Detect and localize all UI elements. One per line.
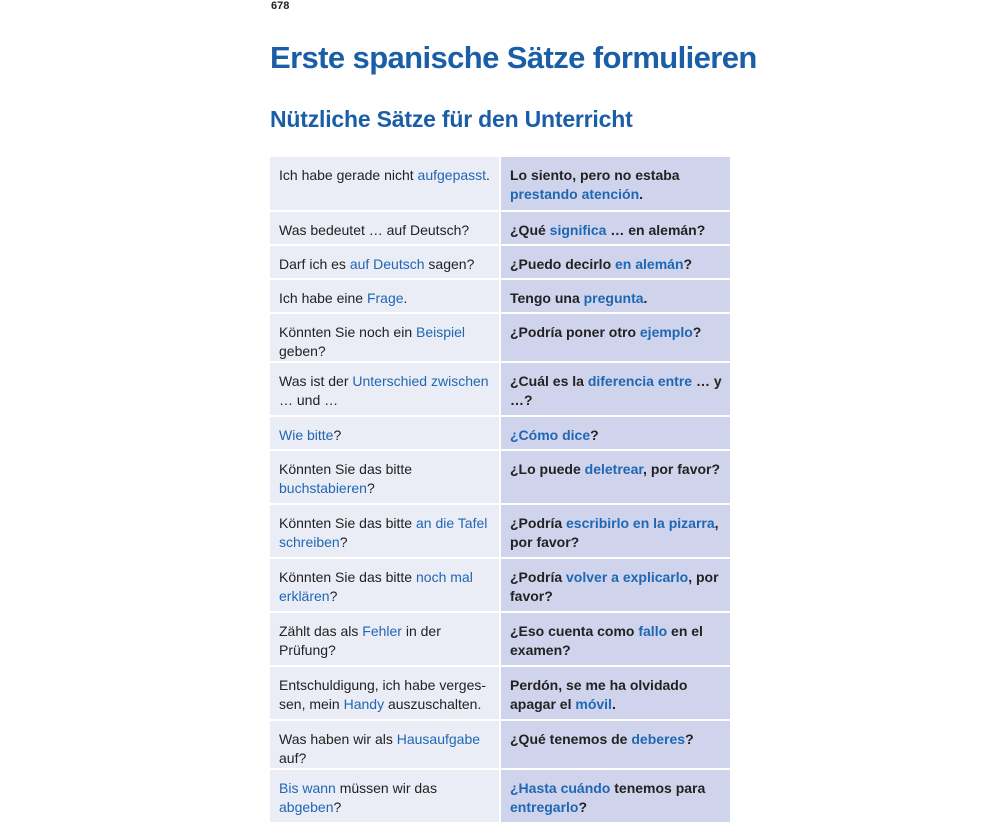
phrase-segment: Zählt das als [279,623,363,639]
phrase-segment: , por favor? [510,569,719,604]
phrase-segment: . [486,167,490,183]
highlighted-term: fallo [638,623,668,639]
german-phrase-cell [270,450,500,504]
phrase-segment: Ich habe gerade nicht [279,167,418,183]
phrase-row [270,504,730,558]
phrase-segment: ¿Eso cuenta como [510,623,639,639]
german-phrase-text [279,363,493,410]
spanish-phrase-text [510,314,724,342]
phrase-segment: ? [339,534,348,550]
phrase-table-body [270,157,730,823]
spanish-phrase-text [510,212,724,240]
german-phrase-text [279,417,493,445]
phrase-row [270,558,730,612]
highlighted-term: deberes [631,731,686,747]
phrase-segment: Was haben wir als [279,731,397,747]
phrase-row [270,211,730,245]
phrase-segment: Könnten Sie noch ein [279,324,416,340]
phrase-row [270,279,730,313]
phrase-segment: Was ist der [279,373,353,389]
highlighted-term: aufgepasst [417,167,487,183]
german-phrase-cell [270,558,500,612]
phrase-segment: ? [329,588,338,604]
highlighted-term: ejemplo [639,324,693,340]
spanish-phrase-cell [500,612,730,666]
highlighted-term: buchstabieren [279,480,367,496]
phrase-segment: … en alemán? [606,222,706,238]
phrase-segment: ? [333,799,342,815]
phrase-segment: … y …? [510,373,722,408]
highlighted-term: Frage [366,290,404,306]
german-phrase-text [279,613,493,660]
highlighted-term: abgeben [279,799,334,815]
phrase-segment: Tengo una [510,290,584,306]
german-phrase-cell [270,157,500,211]
highlighted-term: Unterschied zwischen [352,373,489,389]
phrase-segment: … und … [279,392,339,408]
german-phrase-cell [270,416,500,450]
spanish-phrase-cell [500,666,730,720]
phrase-row [270,245,730,279]
spanish-phrase-text [510,505,724,552]
phrase-segment: ? [578,799,588,815]
spanish-phrase-text [510,451,724,479]
spanish-phrase-text [510,246,724,274]
german-phrase-text [279,451,493,498]
phrase-segment: ¿Cuál es la [510,373,588,389]
phrase-segment: ¿Podría [510,569,567,585]
german-phrase-cell [270,313,500,362]
german-phrase-cell [270,769,500,823]
highlighted-term: Bis wann [279,780,336,796]
phrase-segment: ¿Podría poner otro [510,324,640,340]
phrase-segment: Könnten Sie das bitte [279,461,413,477]
phrase-segment: tenemos para [610,780,706,796]
highlighted-term: pregunta [583,290,644,306]
spanish-phrase-cell [500,362,730,416]
german-phrase-cell [270,666,500,720]
highlighted-term: en alemán [615,256,684,272]
highlighted-term: Wie bitte [279,427,334,443]
phrase-row [270,362,730,416]
german-phrase-cell [270,504,500,558]
highlighted-term: Handy [343,696,385,712]
spanish-phrase-text [510,280,724,308]
highlighted-term: escribirlo en la pizarra [566,515,715,531]
german-phrase-cell [270,612,500,666]
phrase-segment: Ich habe eine [279,290,367,306]
spanish-phrase-cell [500,279,730,313]
german-phrase-text [279,246,493,274]
german-phrase-cell [270,211,500,245]
phrase-segment: geben? [279,343,326,359]
phrase-segment: müssen wir das [335,780,437,796]
phrase-segment: Perdón, se me ha olvidado apagar el [510,677,688,712]
phrase-segment: Lo siento, pero no estaba [510,167,680,183]
phrase-segment: auszuschalten. [384,696,482,712]
spanish-phrase-text [510,559,724,606]
phrase-segment: Darf ich es [279,256,350,272]
german-phrase-text [279,770,493,817]
highlighted-term: volver a explicarlo [566,569,689,585]
highlighted-term: Hausaufgabe [396,731,481,747]
spanish-phrase-text [510,667,724,714]
german-phrase-cell [270,720,500,769]
spanish-phrase-cell [500,769,730,823]
phrase-segment: . [643,290,648,306]
highlighted-term: ¿Hasta cuándo [510,780,611,796]
spanish-phrase-cell [500,313,730,362]
phrase-row [270,666,730,720]
spanish-phrase-cell [500,450,730,504]
highlighted-term: entregarlo [510,799,579,815]
spanish-phrase-text [510,770,724,817]
spanish-phrase-cell [500,504,730,558]
phrase-segment: Könnten Sie das bitte [279,515,416,531]
highlighted-term: significa [549,222,607,238]
phrase-segment: Entschuldigung, ich habe vergessen, mein [279,677,487,712]
german-phrase-cell [270,279,500,313]
highlighted-term: diferencia entre [587,373,693,389]
spanish-phrase-cell [500,245,730,279]
phrase-segment: in der Prüfung? [279,623,441,658]
highlighted-term: an die Tafel schreiben [279,515,488,550]
phrase-segment: ¿Qué [510,222,550,238]
phrase-segment: ¿Puedo decirlo [510,256,616,272]
german-phrase-text [279,667,493,714]
german-phrase-text [279,157,493,185]
phrase-segment: sagen? [424,256,475,272]
highlighted-term: Beispiel [416,324,466,340]
page-title: Erste spanische Sätze formulieren [270,40,757,75]
phrase-row [270,612,730,666]
phrase-row [270,313,730,362]
spanish-phrase-cell [500,720,730,769]
phrase-row [270,157,730,211]
phrase-table [270,157,730,824]
spanish-phrase-text [510,363,724,410]
german-phrase-text [279,505,493,552]
spanish-phrase-cell [500,416,730,450]
highlighted-term: Fehler [362,623,402,639]
phrase-segment: ? [683,256,693,272]
spanish-phrase-cell [500,558,730,612]
phrase-segment: . [639,186,644,202]
phrase-segment: ¿Qué tenemos de [510,731,632,747]
spanish-phrase-text [510,721,724,749]
spanish-phrase-cell [500,211,730,245]
phrase-row [270,416,730,450]
phrase-segment: . [403,290,408,306]
phrase-segment: ¿Lo puede [510,461,585,477]
german-phrase-text [279,212,493,240]
german-phrase-text [279,559,493,606]
highlighted-term: móvil [575,696,612,712]
german-phrase-text [279,280,493,308]
highlighted-term: ¿Cómo dice [510,427,591,443]
phrase-segment: Könnten Sie das bitte [279,569,416,585]
german-phrase-text [279,721,493,768]
phrase-segment: Was bedeutet … auf Deutsch? [279,222,470,238]
spanish-phrase-cell [500,157,730,211]
page-number: 678 [271,0,290,12]
phrase-segment: ? [692,324,702,340]
phrase-segment: ¿Podría [510,515,567,531]
highlighted-term: auf Deutsch [349,256,425,272]
phrase-segment: . [611,696,616,712]
phrase-segment: ? [333,427,342,443]
spanish-phrase-text [510,417,724,445]
highlighted-term: deletrear [584,461,644,477]
german-phrase-text [279,314,493,361]
highlighted-term: prestando atención [510,186,640,202]
phrase-segment: en el examen? [510,623,703,658]
phrase-segment: ? [685,731,694,747]
german-phrase-cell [270,245,500,279]
section-subtitle: Nützliche Sätze für den Unterricht [270,106,633,132]
phrase-segment: ? [366,480,375,496]
phrase-row [270,769,730,823]
phrase-segment: ? [590,427,599,443]
german-phrase-cell [270,362,500,416]
spanish-phrase-text [510,157,724,204]
spanish-phrase-text [510,613,724,660]
phrase-row [270,720,730,769]
phrase-segment: auf? [279,750,307,766]
phrase-row [270,450,730,504]
phrase-segment: , por favor? [510,515,719,550]
highlighted-term: noch mal erklären [279,569,473,604]
phrase-segment: , por favor? [643,461,721,477]
